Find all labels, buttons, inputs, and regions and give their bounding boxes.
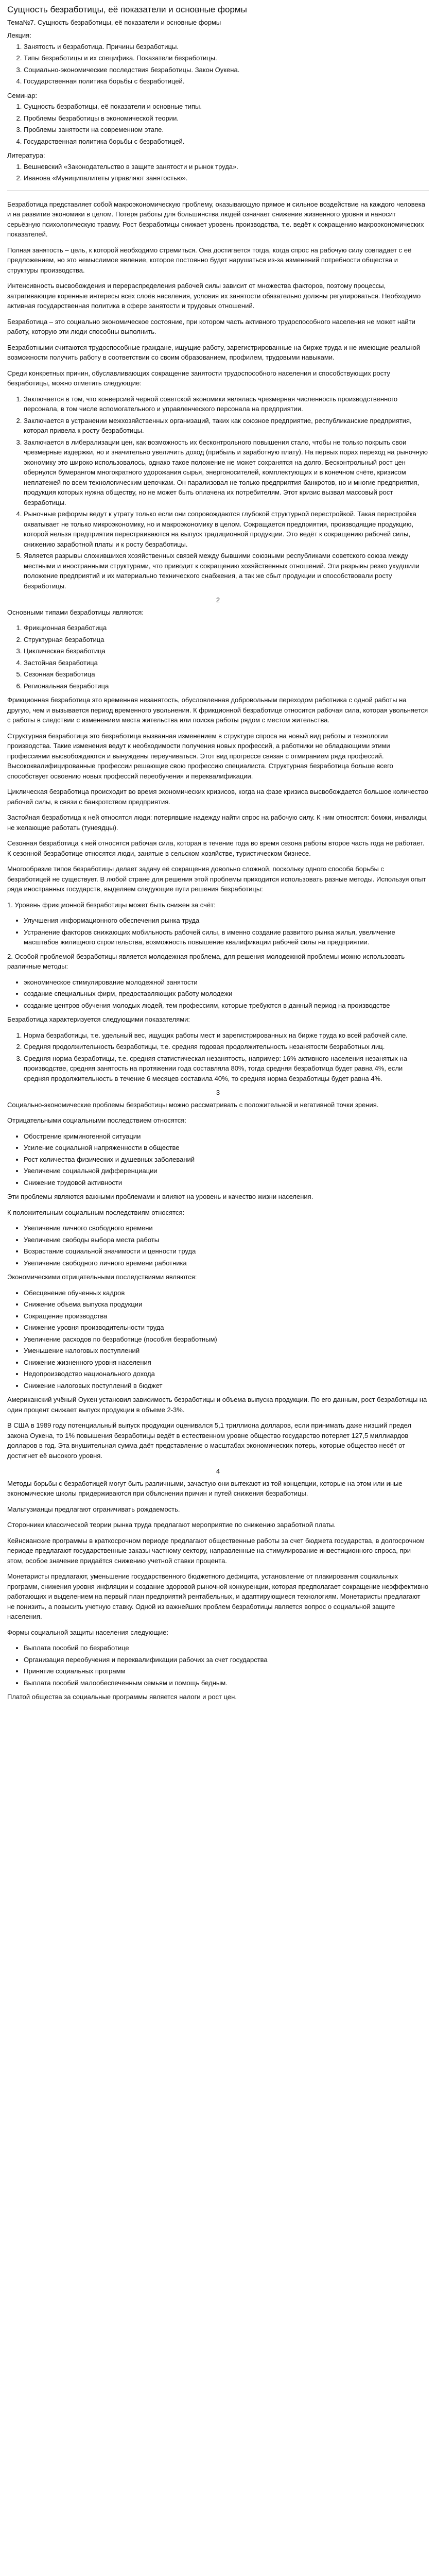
paragraph: Застойная безработица к ней относятся люди: потерявшие надежду найти спрос на рабочую силу. К ним относятся: бомжи, инвалиды, не желающие работать (тунеядцы). (7, 814, 428, 832)
list-item: • Усиление социальной напряженности в обществе (24, 1143, 429, 1153)
lecture-list (7, 42, 429, 87)
list-item: 1. Занятость и безработица. Причины безработицы. (24, 42, 429, 52)
paragraph: Циклическая безработица происходит во время экономических кризисов, когда на фазе кризиса высвобождается большое количество рабочей силы, в связи с банкротством предприятия. (7, 788, 428, 806)
list-item: 4. Государственная политика борьбы с безработицей. (24, 137, 429, 147)
list-item: • Увеличение личного свободного времени (24, 1223, 429, 1233)
paragraph: Структурная безработица это безработица вызванная изменением в структуре спроса на новый вид работы и технологии производства. Такие изменения ведут к необходимости получения новых профессий, а работники не обладающими этими профессиями высвобождаются и вынуждены переучиваться. Этот вид прогрессе связан с отмиранием ряда профессий. Высококвалифицированные профессии решающие свою профессию специалиста. Структурная безработица больше всего способствует освоению новых профессий переобучения и переквалификации. (7, 732, 393, 780)
list-item: 1. Вешневский «Законодательство в защите занятости и рынок труда». (24, 162, 429, 172)
list-item: 1. Сущность безработицы, её показатели и основные типы. (24, 101, 429, 112)
section-number-4: 4 (216, 1467, 220, 1475)
list-item: 2. Средняя продолжительность безработицы, т.е. средняя годовая продолжительность незанятости безработных лиц. (24, 1042, 429, 1052)
list-item: • Увеличение расходов по безработице (пособия безработным) (24, 1334, 429, 1345)
list-item: • Снижение трудовой активности (24, 1178, 429, 1188)
paragraph: В США в 1989 году потенциальный выпуск продукции оценивался 5,1 триллиона долларов, если принимать даже низший предел закона Оукена, то 1% повышения безработицы ведёт в естественном уровне общество государство потеряет 127,5 миллиардов долларов в год. Эта внушительная сумма даёт представление о масштабах экономических потерь, которые общество несёт от достигнет её высокого уровня. (7, 1421, 412, 1460)
list-item: • Обесценение обученных кадров (24, 1288, 429, 1298)
page-title: Сущность безработицы, её показатели и основные формы (7, 5, 247, 14)
intro-section (7, 199, 429, 388)
paragraph: Безработица представляет собой макроэкономическую проблему, оказывающую прямое и сильное воздействие на каждого человека и на развитие экономики в целом. Потеря работы для большинства людей означает снижение жизненного уровня и наносит серьёзную психологическую травму. Рост безработицы снижает уровень производства, т.е. ведёт к сокращению макроэкономических показателей. (7, 200, 425, 238)
list-item: 2. Типы безработицы и их специфика. Показатели безработицы. (24, 53, 429, 63)
paragraph: Кейнсианские программы в краткосрочном периоде предлагают общественные работы за счет бюджета государства, в долгосрочном периоде предлагают государственные заказы частному сектору, направленные на стимулирование инвестиционного спроса, при этом, особое значение придаётся снижению учетной ставки процента. (7, 1536, 425, 1565)
paragraph: Безработными считаются трудоспособные граждане, ищущие работу, зарегистрированные на бирже труда и не имеющие реальной возможности получить работу в соответствии со своим образованием, профилем, трудовыми навыками. (7, 343, 421, 361)
list-item: • Принятие социальных программ (24, 1666, 429, 1676)
list-item: • Снижение уровня производительности труда (24, 1323, 429, 1333)
literature-list (7, 162, 429, 183)
list-item: 6. Региональная безработица (24, 681, 429, 691)
paths-1-list (7, 916, 429, 947)
list-item: • создание центров обучения молодых людей, тем профессиям, которые требуются в данный период на производстве (24, 1001, 429, 1011)
list-item: • создание специальных фирм, предоставляющих работу молодежи (24, 989, 429, 999)
paths-1-label: 1. Уровень фрикционной безработицы может быть снижен за счёт: (7, 901, 216, 909)
list-item: 1. Заключается в том, что конверсией черной советской экономики являлась чрезмерная численность производственного персонала, в том числе вспомогательного и управленческого персонала на предприятии. (24, 394, 429, 414)
paragraph: Фрикционная безработица это временная незанятость, обусловленная добровольным переходом работника с одной работы на другую, чем и вызывается период временного увольнения. К фрикционной безработице относится рабочая сила, которая увольняется с работы в следствии с изменением места жительства или поиска работы рядом с местом жительства. (7, 696, 428, 724)
protection-list (7, 1643, 429, 1688)
seminar-list (7, 101, 429, 146)
positive-social-label: К положительным социальным последствиям относятся: (7, 1208, 185, 1216)
forms-intro: Основными типами безработицы являются: (7, 608, 144, 616)
list-item: • Снижение жизненного уровня населения (24, 1358, 429, 1368)
forms-list (7, 623, 429, 691)
list-item: 2. Иванова «Муниципалитеты управляют занятостью». (24, 173, 429, 183)
list-item: • Выплата пособий по безработице (24, 1643, 429, 1653)
list-item: 5. Сезонная безработица (24, 669, 429, 680)
list-item: • Недопроизводство национального дохода (24, 1369, 429, 1379)
causes-list (7, 394, 429, 591)
policy-section (7, 1479, 429, 1622)
list-item: • Выплата пособий малообеспеченным семьям и помощь бедным. (24, 1678, 429, 1688)
list-item: • Возрастание социальной значимости и ценности труда (24, 1246, 429, 1257)
list-item: • Организация переобучения и переквалификации рабочих за счет государства (24, 1655, 429, 1665)
list-item: 3. Проблемы занятости на современном этапе. (24, 125, 429, 135)
paragraph: Многообразие типов безработицы делает задачу её сокращения довольно сложной, поскольку одного способа борьбы с безработицей не существует. В любой стране для решения этой проблемы приходится использовать разные методы. Используя опыт ряда иностранных государств, выделяем следующие пути решения безработицы: (7, 865, 426, 893)
protection-label: Формы социальной защиты населения следующие: (7, 1628, 169, 1636)
indicators-intro: Безработица характеризуется следующими показателями: (7, 1015, 190, 1023)
list-item: 3. Социально-экономические последствия безработицы. Закон Оукена. (24, 65, 429, 75)
paragraph: Интенсивность высвобождения и перераспределения рабочей силы зависит от множества факторов, поэтому процессы, затрагивающие коренные интересы всех слоёв населения, условия их занятости обязательно должны регулироваться. Необходимо активная государственная политика в сфере занятости и трудовых отношений. (7, 282, 421, 310)
paragraph: Сезонная безработица к ней относятся рабочая сила, которая в течение года во время сезона работы второе часть года не работает. К сезонной безработице относятся люди, занятые в сельском хозяйстве, туристическом бизнесе. (7, 839, 425, 857)
list-item: • Обострение криминогенной ситуации (24, 1131, 429, 1142)
lecture-label: Лекция: (7, 31, 31, 39)
list-item: • Увеличение социальной дифференциации (24, 1166, 429, 1176)
paragraph: Сторонники классической теории рынка труда предлагают мероприятие по снижению заработной платы. (7, 1521, 336, 1529)
list-item: • Увеличение свободного личного времени работника (24, 1258, 429, 1268)
consequences-intro: Социально-экономические проблемы безработицы можно рассматривать с положительной и негативной точки зрения. (7, 1100, 379, 1109)
list-item: • Улучшения информационного обеспечения рынка труда (24, 916, 429, 926)
negative-econ-list (7, 1288, 429, 1391)
section-number-2: 2 (216, 596, 220, 604)
list-item: • Устранение факторов снижающих мобильность рабочей силы, в именно создание развитого рынка жилья, увеличение масштабов жилищного строительства, возможность повышение квалификации рабочей силы на предприятии. (24, 927, 429, 947)
list-item: 1. Фрикционная безработица (24, 623, 429, 633)
paragraph: Мальтузианцы предлагают ограничивать рождаемость. (7, 1505, 180, 1513)
topic-line: Тема№7. Сущность безработицы, её показатели и основные формы (7, 18, 221, 26)
seminar-label: Семинар: (7, 91, 38, 99)
list-item: 2. Проблемы безработицы в экономической теории. (24, 113, 429, 124)
section-number-3: 3 (216, 1089, 220, 1096)
paragraph: Полная занятость – цель, к которой необходимо стремиться. Она достигается тогда, когда спрос на рабочую силу совпадает с её предложением, но это немыслимое явление, которое постоянно будет нарушаться из-за изменений потребности общества и структуры производства. (7, 246, 412, 274)
list-item: • Уменьшение налоговых поступлений (24, 1346, 429, 1356)
paragraph: Монетаристы предлагают, уменьшение государственного бюджетного дефицита, установление от плакирования социальных программ, снижения уровня инфляции и создание здоровой рыночной конкуренции, которая предполагает сокращение неэффективно работающих и выделением на первый план предприятий рентабельных, и адаптирующиеся технологиям. Монетаристы предлагают не понизить, а повысить учетную ставку. Одной из важнейших проблем безработицы является вопрос о социальной защите населения. (7, 1572, 429, 1620)
list-item: 4. Государственная политика борьбы с безработицей. (24, 76, 429, 87)
paths-2-list (7, 977, 429, 1011)
list-item: • Снижение налоговых поступлений в бюджет (24, 1381, 429, 1391)
list-item: 3. Заключается в либерализации цен, как возможность их бесконтрольного повышения стало, чтобы не только покрыть свои чрезмерные издержки, но и значительно увеличить доход (прибыль и заработную плату). На первых порах переход на рыночную экономику это широко использовалось, однако такое положение не может сохранятся на долго. Бесконтрольный рост цен обернулся бумерангом многократного удорожания сырья, энергоносителей, комплектующих и в конечном счёте, кризисом неплатежей по всем технологическим цепочкам. Он парализовал не только предприятия банкротов, но и многие предприятия, продукция которых нужна обществу, но не может быть оплачена их потребителям. Этот кризис вызвал массовый рост безработицы. (24, 437, 429, 508)
list-item: 3. Средняя норма безработицы, т.е. средняя статистическая незанятость, например: 16% активного населения незанятых на производстве, средняя занятость на протяжении года составляла 80%, тогда средняя безработица будет равна 4%, если средняя продолжительность в течение 6 месяцев составила 40%, то средняя норма безработицы будет равна 4%. (24, 1054, 429, 1084)
paragraph: Среди конкретных причин, обуславливающих сокращение занятости трудоспособного населения и способствующих росту безработицы, можно отметить следующие: (7, 369, 390, 387)
positive-social-list (7, 1223, 429, 1268)
list-item: 2. Заключается в устранении межхозяйственных организаций, таких как союзное предприятие, республиканские предприятия, которая привела к росту безработицы. (24, 416, 429, 436)
negative-social-label: Отрицательными социальными последствием относятся: (7, 1116, 186, 1124)
list-item: • Увеличение свободы выбора места работы (24, 1235, 429, 1245)
paragraph: Методы борьбы с безработицей могут быть различными, зачастую они вытекают из той концепции, которые на этом или иные экономические школы придерживаются при объяснении причин и путей снижения безработицы. (7, 1479, 403, 1497)
indicators-list (7, 1030, 429, 1084)
list-item: • Рост количества физических и душевных заболеваний (24, 1155, 429, 1165)
paragraph: Безработица – это социально экономическое состояние, при котором часть активного трудоспособного населения не может найти работу, которую эти люди способны выполнить. (7, 317, 415, 335)
list-item: 4. Рыночные реформы ведут к утрату только если они сопровождаются глубокой структурной перестройкой. Такая перестройка охватывает не только микроэкономику, но и макроэкономику в целом. Сокращается предприятия, производящие продукцию, которой нельзя предприятия перестраиваются на выпуск традиционной продукции. Это ведёт к сокращению рабочей силы, снижению заработной платы и к росту безработицы. (24, 509, 429, 549)
negative-econ-label: Экономическими отрицательными последствиями являются: (7, 1273, 197, 1281)
closing-text: Платой общества за социальные программы является налоги и рост цен. (7, 1693, 237, 1701)
list-item: 3. Циклическая безработица (24, 646, 429, 656)
list-item: • экономическое стимулирование молодежной занятости (24, 977, 429, 988)
okun-section (7, 1395, 429, 1461)
paragraph: Американский учёный Оукен установил зависимость безработицы и объема выпуска продукции. По его данным, рост безработицы на один процент снижает выпуск продукции в объеме 2-3%. (7, 1396, 427, 1414)
list-item: 5. Является разрывы сложившихся хозяйственных связей между бывшими союзными республиками советского союза между местными и иностранными структурами, что приводит к сокращению хозяйственных отношений. Эти разрывы резко ухудшили положение предприятий и их материально технического снабжения, а так же сбыт продукции и способствовали росту безработицы. (24, 551, 429, 591)
paths-2-label: 2. Особой проблемой безработицы является молодежная проблема, для решения молодежной проблемы можно использовать различные методы: (7, 952, 405, 970)
list-item: 2. Структурная безработица (24, 635, 429, 645)
negative-social-list (7, 1131, 429, 1188)
list-item: • Снижение объема выпуска продукции (24, 1299, 429, 1310)
literature-label: Литература: (7, 151, 45, 159)
employees-text: Эти проблемы являются важными проблемами и влияют на уровень и качество жизни населения. (7, 1193, 313, 1200)
list-item: 1. Норма безработицы, т.е. удельный вес, ищущих работы мест и зарегистрированных на бирже труда ко всей рабочей силе. (24, 1030, 429, 1041)
list-item: • Сокращение производства (24, 1311, 429, 1321)
list-item: 4. Застойная безработица (24, 658, 429, 668)
forms-section (7, 695, 429, 894)
